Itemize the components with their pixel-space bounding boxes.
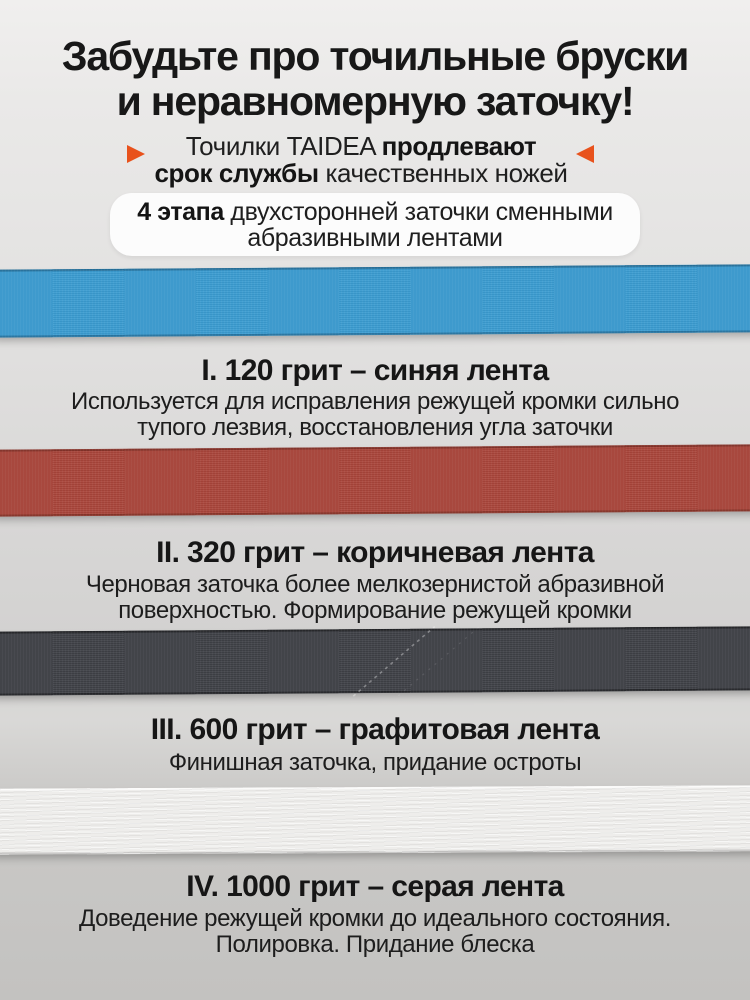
stages-summary-box — [110, 193, 640, 256]
section-3-heading: III. 600 грит – графитовая лента — [150, 713, 600, 746]
section-4-body-line-2: Полировка. Придание блеска — [215, 931, 535, 958]
subtitle — [0, 133, 736, 187]
section-2-heading: II. 320 грит – коричневая лента — [156, 536, 594, 569]
stages-box-text: двухсторонней заточки сменными — [223, 198, 613, 226]
section-4-description — [0, 906, 750, 958]
brown-belt-band — [0, 444, 750, 516]
section-3-body-line-1: Финишная заточка, придание остроты — [168, 749, 582, 776]
subtitle-bold-text: срок службы — [154, 158, 319, 188]
section-2-body-line-2: поверхностью. Формирование режущей кромки — [118, 597, 632, 624]
section-1-body-line-1: Используется для исправления режущей кромки сильно — [70, 388, 680, 415]
page-title — [0, 34, 750, 124]
section-1-description — [0, 389, 750, 441]
subtitle-line-2 — [0, 160, 736, 187]
section-2-body-line-1: Черновая заточка более мелкозернистой абразивной — [85, 571, 665, 598]
section-4-heading: IV. 1000 грит – серая лента — [186, 870, 564, 903]
gray-belt-band — [0, 785, 750, 854]
section-1-body-line-2: тупого лезвия, восстановления угла заточки — [137, 414, 613, 441]
subtitle-regular-text: Точилки TAIDEA — [185, 131, 382, 161]
subtitle-regular-text: качественных ножей — [318, 158, 568, 188]
stages-box-line-1 — [110, 199, 640, 225]
stages-box-line-2: абразивными лентами — [247, 224, 503, 252]
section-4-body-line-1: Доведение режущей кромки до идеального состояния. — [78, 905, 671, 932]
section-1-heading: I. 120 грит – синяя лента — [201, 354, 549, 387]
subtitle-line-1 — [0, 133, 736, 160]
section-3-description — [0, 750, 750, 776]
graphite-belt-band — [0, 626, 750, 695]
blue-belt-band — [0, 264, 750, 337]
belt-seam-line — [340, 628, 540, 693]
section-2-description — [0, 572, 750, 624]
subtitle-bold-text: продлевают — [381, 131, 537, 161]
title-line-1: Забудьте про точильные бруски — [61, 33, 689, 79]
title-line-2: и неравномерную заточку! — [116, 78, 634, 124]
stages-count: 4 этапа — [137, 198, 224, 226]
